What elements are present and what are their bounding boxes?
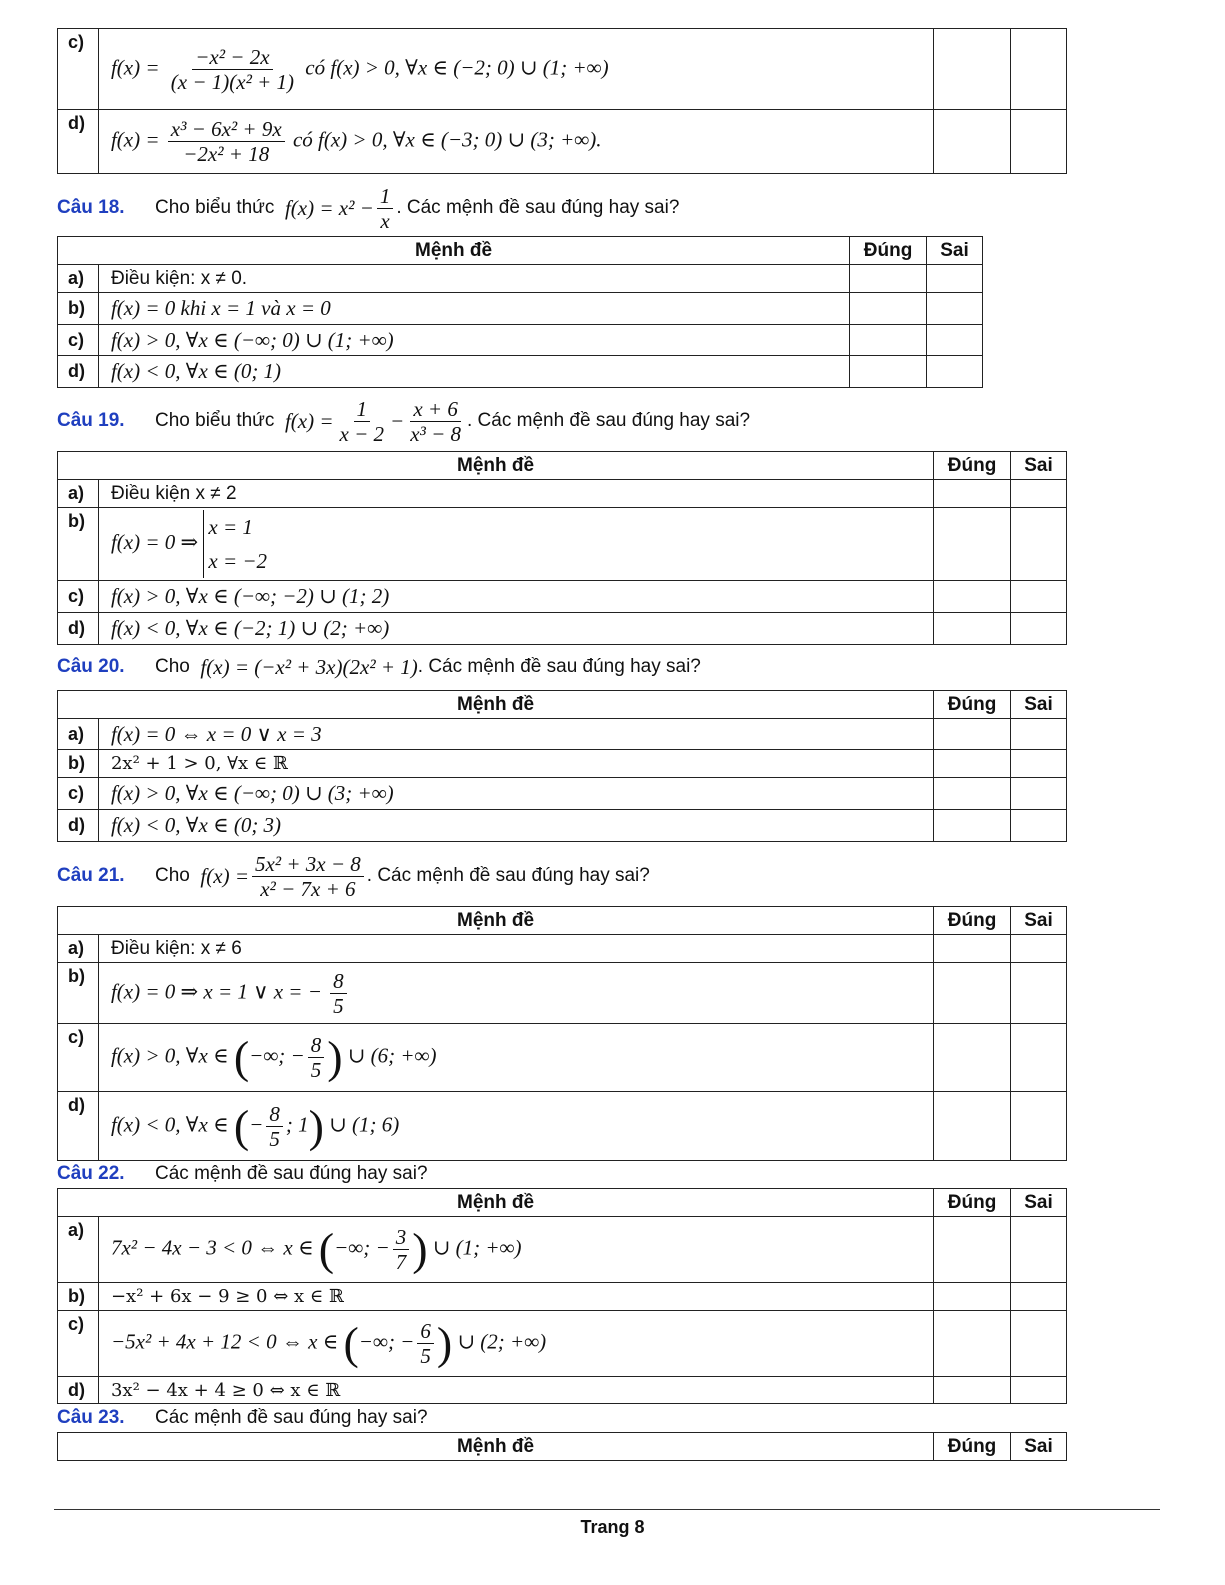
table-row (58, 325, 983, 356)
true-header: Đúng (934, 1433, 1011, 1461)
fraction-numerator: x + 6 (410, 397, 461, 422)
fraction (417, 1319, 434, 1368)
expr-lhs: f(x) = 0 ⇒ x = 1 ∨ x = − (110, 978, 322, 1003)
table-row (58, 1311, 1067, 1377)
true-checkbox-cell[interactable] (934, 1283, 1011, 1311)
table-row (58, 1024, 1067, 1092)
question-outro: . Các mệnh đề sau đúng hay sai? (396, 197, 680, 218)
question-number: Câu 23. (57, 1407, 125, 1428)
row-label: d) (58, 1092, 99, 1161)
expr-rhs: có f(x) > 0, ∀x ∈ (−3; 0) ∪ (3; +∞). (292, 127, 602, 152)
false-checkbox-cell[interactable] (1011, 719, 1067, 750)
table-header-row (58, 907, 1067, 935)
statement-cell: f(x) = 0 ⇔ x = 0 ∨ x = 3 (98, 719, 933, 750)
row-label: d) (58, 356, 99, 388)
q21-table (57, 906, 1067, 1161)
false-checkbox-cell[interactable] (1011, 581, 1067, 613)
false-checkbox-cell[interactable] (1011, 1092, 1067, 1161)
table-header-row (58, 1189, 1067, 1217)
table-row (58, 508, 1067, 581)
interval-start: −∞; − (249, 1043, 305, 1068)
statement-cell (98, 110, 933, 174)
q23-table (57, 1432, 1067, 1461)
row-label: d) (58, 110, 99, 174)
statement-header: Mệnh đề (58, 691, 934, 719)
expr-lhs: f(x) = x² − (284, 195, 374, 220)
expr-rhs: ∪ (6; +∞) (347, 1043, 437, 1068)
table-row (58, 810, 1067, 842)
fraction-numerator: 1 (377, 184, 394, 209)
expr-rhs: ∪ (1; 6) (329, 1111, 400, 1136)
question-number: Câu 20. (57, 656, 125, 677)
row-label: d) (58, 810, 99, 842)
statement-header: Mệnh đề (58, 1189, 934, 1217)
fraction-numerator: 3 (393, 1225, 410, 1250)
expr-lhs: −5x² + 4x + 12 < 0 ⇔ x ∈ (110, 1329, 339, 1354)
row-label: a) (58, 1217, 99, 1283)
statement-cell (98, 1217, 933, 1283)
question-22-heading (57, 1162, 428, 1186)
row-label: b) (58, 750, 99, 778)
table-row (58, 613, 1067, 645)
table-row (58, 356, 983, 388)
table-row (58, 265, 983, 293)
table-header-row (58, 237, 983, 265)
fraction-numerator: 5x² + 3x − 8 (252, 852, 364, 877)
table-row (58, 1377, 1067, 1404)
expression: f(x) = (−x² + 3x)(2x² + 1) (200, 654, 418, 679)
page-number: Trang 8 (580, 1517, 645, 1537)
statement-cell: f(x) > 0, ∀x ∈ (−∞; 0) ∪ (3; +∞) (98, 778, 933, 810)
question-number: Câu 18. (57, 197, 125, 218)
table-row (58, 1217, 1067, 1283)
expr-lhs: f(x) = (110, 127, 160, 152)
statement-cell: Điều kiện x ≠ 2 (98, 480, 933, 508)
true-checkbox-cell[interactable] (934, 508, 1011, 581)
right-paren: ) (308, 1100, 324, 1151)
expr-lhs: f(x) = (284, 408, 334, 433)
table-row (58, 778, 1067, 810)
false-header: Sai (927, 237, 983, 265)
true-checkbox-cell[interactable] (934, 581, 1011, 613)
table-header-row (58, 452, 1067, 480)
true-checkbox-cell[interactable] (934, 778, 1011, 810)
false-checkbox-cell[interactable] (1011, 963, 1067, 1024)
true-checkbox-cell[interactable] (934, 110, 1011, 174)
question-intro: Cho biểu thức (155, 197, 275, 218)
left-paren: ( (233, 1031, 250, 1083)
statement-cell (98, 508, 933, 581)
question-outro: . Các mệnh đề sau đúng hay sai? (417, 656, 701, 677)
statement-header: Mệnh đề (58, 452, 934, 480)
fraction-denominator: 5 (333, 993, 344, 1018)
statement-cell: f(x) = 0 khi x = 1 và x = 0 (98, 293, 849, 325)
fraction-numerator: 8 (330, 969, 347, 994)
false-checkbox-cell[interactable] (1011, 508, 1067, 581)
footer-divider (54, 1509, 1160, 1510)
question-intro: Các mệnh đề sau đúng hay sai? (155, 1407, 428, 1428)
true-checkbox-cell[interactable] (934, 810, 1011, 842)
statement-cell: f(x) < 0, ∀x ∈ (−2; 1) ∪ (2; +∞) (98, 613, 933, 645)
table-row (58, 935, 1067, 963)
right-paren: ) (327, 1031, 343, 1083)
fraction-denominator: 5 (310, 1058, 322, 1082)
question-23-heading (57, 1406, 428, 1430)
false-checkbox-cell[interactable] (927, 325, 983, 356)
false-checkbox-cell[interactable] (1011, 1217, 1067, 1283)
false-header: Sai (1011, 691, 1067, 719)
fraction-denominator: −2x² + 18 (183, 142, 270, 166)
fraction (377, 184, 394, 233)
true-checkbox-cell[interactable] (934, 480, 1011, 508)
expr-rhs: ∪ (1; +∞) (432, 1235, 522, 1260)
row-label: a) (58, 935, 99, 963)
expr-lhs: 7x² − 4x − 3 < 0 ⇔ x ∈ (110, 1235, 314, 1260)
question-number: Câu 22. (57, 1163, 125, 1184)
fraction-numerator: 6 (417, 1319, 434, 1344)
question-21-heading (57, 848, 650, 904)
q17-continuation-table (57, 28, 1067, 174)
statement-cell: Điều kiện: x ≠ 6 (98, 935, 933, 963)
question-intro: Cho biểu thức (155, 410, 275, 431)
true-checkbox-cell[interactable] (850, 356, 927, 388)
row-label: d) (58, 613, 99, 645)
fraction-numerator: 8 (266, 1102, 283, 1127)
question-outro: . Các mệnh đề sau đúng hay sai? (366, 865, 650, 886)
true-header: Đúng (850, 237, 927, 265)
fraction-denominator: x − 2 (339, 421, 385, 446)
statement-cell (98, 1092, 933, 1161)
fraction-denominator: 7 (395, 1250, 407, 1274)
row-label: c) (58, 581, 99, 613)
expr-rhs: ∪ (2; +∞) (457, 1329, 547, 1354)
expr-lhs: f(x) < 0, ∀x ∈ (110, 1111, 229, 1136)
false-checkbox-cell[interactable] (1011, 750, 1067, 778)
question-number: Câu 19. (57, 410, 125, 431)
statement-cell (98, 29, 933, 110)
right-paren: ) (412, 1223, 428, 1275)
left-paren: ( (318, 1223, 335, 1275)
question-19-heading (57, 393, 750, 449)
table-row (58, 293, 983, 325)
row-label: c) (58, 325, 99, 356)
statement-cell: f(x) > 0, ∀x ∈ (−∞; −2) ∪ (1; 2) (98, 581, 933, 613)
true-checkbox-cell[interactable] (850, 325, 927, 356)
true-checkbox-cell[interactable] (934, 719, 1011, 750)
fraction (168, 117, 285, 166)
true-checkbox-cell[interactable] (934, 1217, 1011, 1283)
true-header: Đúng (934, 907, 1011, 935)
statement-cell: −x² + 6x − 9 ≥ 0 ⇔ x ∈ ℝ (98, 1283, 933, 1311)
statement-cell (98, 1311, 933, 1377)
question-intro: Cho (155, 656, 190, 677)
table-row (58, 963, 1067, 1024)
false-checkbox-cell[interactable] (1011, 613, 1067, 645)
fraction (168, 45, 297, 94)
false-checkbox-cell[interactable] (1011, 1024, 1067, 1092)
fraction-numerator: 1 (354, 397, 371, 422)
row-label: c) (58, 1311, 99, 1377)
false-checkbox-cell[interactable] (1011, 480, 1067, 508)
true-checkbox-cell[interactable] (934, 29, 1011, 110)
left-paren: ( (343, 1317, 359, 1369)
table-row (58, 29, 1067, 110)
right-paren: ) (436, 1317, 453, 1369)
table-row (58, 480, 1067, 508)
false-checkbox-cell[interactable] (1011, 935, 1067, 963)
question-18-heading (57, 180, 679, 236)
minus-sign: − (390, 408, 405, 433)
fraction (330, 969, 347, 1018)
false-checkbox-cell[interactable] (1011, 778, 1067, 810)
expr-rhs: có f(x) > 0, ∀x ∈ (−2; 0) ∪ (1; +∞) (305, 54, 609, 79)
statement-header: Mệnh đề (58, 1433, 934, 1461)
false-checkbox-cell[interactable] (1011, 1377, 1067, 1404)
false-header: Sai (1011, 907, 1067, 935)
fraction-numerator: 8 (308, 1033, 325, 1058)
true-header: Đúng (934, 691, 1011, 719)
false-checkbox-cell[interactable] (1011, 810, 1067, 842)
true-checkbox-cell[interactable] (934, 613, 1011, 645)
table-row (58, 750, 1067, 778)
false-header: Sai (1011, 452, 1067, 480)
case-bracket (203, 510, 267, 578)
interval-start: − (249, 1111, 264, 1136)
table-row (58, 719, 1067, 750)
false-header: Sai (1011, 1189, 1067, 1217)
q22-table (57, 1188, 1067, 1404)
case-line: x = −2 (208, 549, 268, 573)
expr-lhs: f(x) = (110, 54, 160, 79)
statement-cell (98, 963, 933, 1024)
fraction-numerator: x³ − 6x² + 9x (168, 117, 285, 142)
true-checkbox-cell[interactable] (934, 935, 1011, 963)
fraction (407, 397, 464, 446)
case-line: x = 1 (208, 515, 253, 539)
q19-table (57, 451, 1067, 645)
true-checkbox-cell[interactable] (934, 1092, 1011, 1161)
statement-cell: Điều kiện: x ≠ 0. (98, 265, 849, 293)
row-label: c) (58, 29, 99, 110)
fraction (252, 852, 364, 901)
statement-cell: f(x) < 0, ∀x ∈ (0; 1) (98, 356, 849, 388)
statement-header: Mệnh đề (58, 237, 850, 265)
q20-table (57, 690, 1067, 842)
fraction (266, 1102, 283, 1151)
left-paren: ( (233, 1100, 250, 1151)
fraction-denominator: 5 (420, 1344, 431, 1368)
true-checkbox-cell[interactable] (934, 1024, 1011, 1092)
row-label: b) (58, 1283, 99, 1311)
fraction (337, 397, 388, 446)
table-header-row (58, 691, 1067, 719)
fraction (393, 1225, 410, 1274)
fraction-denominator: x² − 7x + 6 (260, 876, 356, 901)
false-checkbox-cell[interactable] (927, 356, 983, 388)
false-checkbox-cell[interactable] (1011, 1311, 1067, 1377)
row-label: a) (58, 719, 99, 750)
statement-cell: f(x) > 0, ∀x ∈ (−∞; 0) ∪ (1; +∞) (98, 325, 849, 356)
statement-cell: 2x² + 1 > 0, ∀x ∈ ℝ (98, 750, 933, 778)
table-header-row (58, 1433, 1067, 1461)
false-header: Sai (1011, 1433, 1067, 1461)
false-checkbox-cell[interactable] (1011, 110, 1067, 174)
true-checkbox-cell[interactable] (934, 1377, 1011, 1404)
interval-start: −∞; − (358, 1329, 415, 1354)
true-header: Đúng (934, 452, 1011, 480)
fraction-denominator: (x − 1)(x² + 1) (170, 69, 295, 94)
table-row (58, 1283, 1067, 1311)
table-row (58, 110, 1067, 174)
expr-lhs: f(x) = (200, 863, 249, 888)
question-intro: Cho (155, 865, 190, 886)
false-checkbox-cell[interactable] (927, 265, 983, 293)
true-header: Đúng (934, 1189, 1011, 1217)
question-number: Câu 21. (57, 865, 125, 886)
statement-cell: 3x² − 4x + 4 ≥ 0 ⇔ x ∈ ℝ (98, 1377, 933, 1404)
true-checkbox-cell[interactable] (934, 750, 1011, 778)
statement-header: Mệnh đề (58, 907, 934, 935)
table-row (58, 1092, 1067, 1161)
table-row (58, 581, 1067, 613)
fraction-denominator: 5 (269, 1126, 280, 1151)
fraction (308, 1033, 325, 1082)
statement-cell (98, 1024, 933, 1092)
question-outro: . Các mệnh đề sau đúng hay sai? (467, 410, 751, 431)
true-checkbox-cell[interactable] (850, 265, 927, 293)
fraction-numerator: −x² − 2x (192, 45, 272, 70)
row-label: b) (58, 293, 99, 325)
q18-table (57, 236, 983, 388)
expr-lhs: f(x) = 0 ⇒ (110, 529, 199, 554)
question-intro: Các mệnh đề sau đúng hay sai? (155, 1163, 428, 1184)
true-checkbox-cell[interactable] (850, 293, 927, 325)
false-checkbox-cell[interactable] (1011, 1283, 1067, 1311)
false-checkbox-cell[interactable] (1011, 29, 1067, 110)
interval-start: −∞; − (334, 1235, 390, 1260)
true-checkbox-cell[interactable] (934, 963, 1011, 1024)
row-label: c) (58, 1024, 99, 1092)
true-checkbox-cell[interactable] (934, 1311, 1011, 1377)
row-label: b) (58, 508, 99, 581)
false-checkbox-cell[interactable] (927, 293, 983, 325)
fraction-denominator: x³ − 8 (410, 421, 461, 446)
row-label: b) (58, 963, 99, 1024)
question-20-heading (57, 648, 701, 686)
row-label: a) (58, 265, 99, 293)
expr-lhs: f(x) > 0, ∀x ∈ (110, 1043, 229, 1068)
row-label: d) (58, 1377, 99, 1404)
row-label: a) (58, 480, 99, 508)
interval-end: ; 1 (285, 1111, 309, 1136)
row-label: c) (58, 778, 99, 810)
statement-cell: f(x) < 0, ∀x ∈ (0; 3) (98, 810, 933, 842)
fraction-denominator: x (380, 208, 390, 233)
